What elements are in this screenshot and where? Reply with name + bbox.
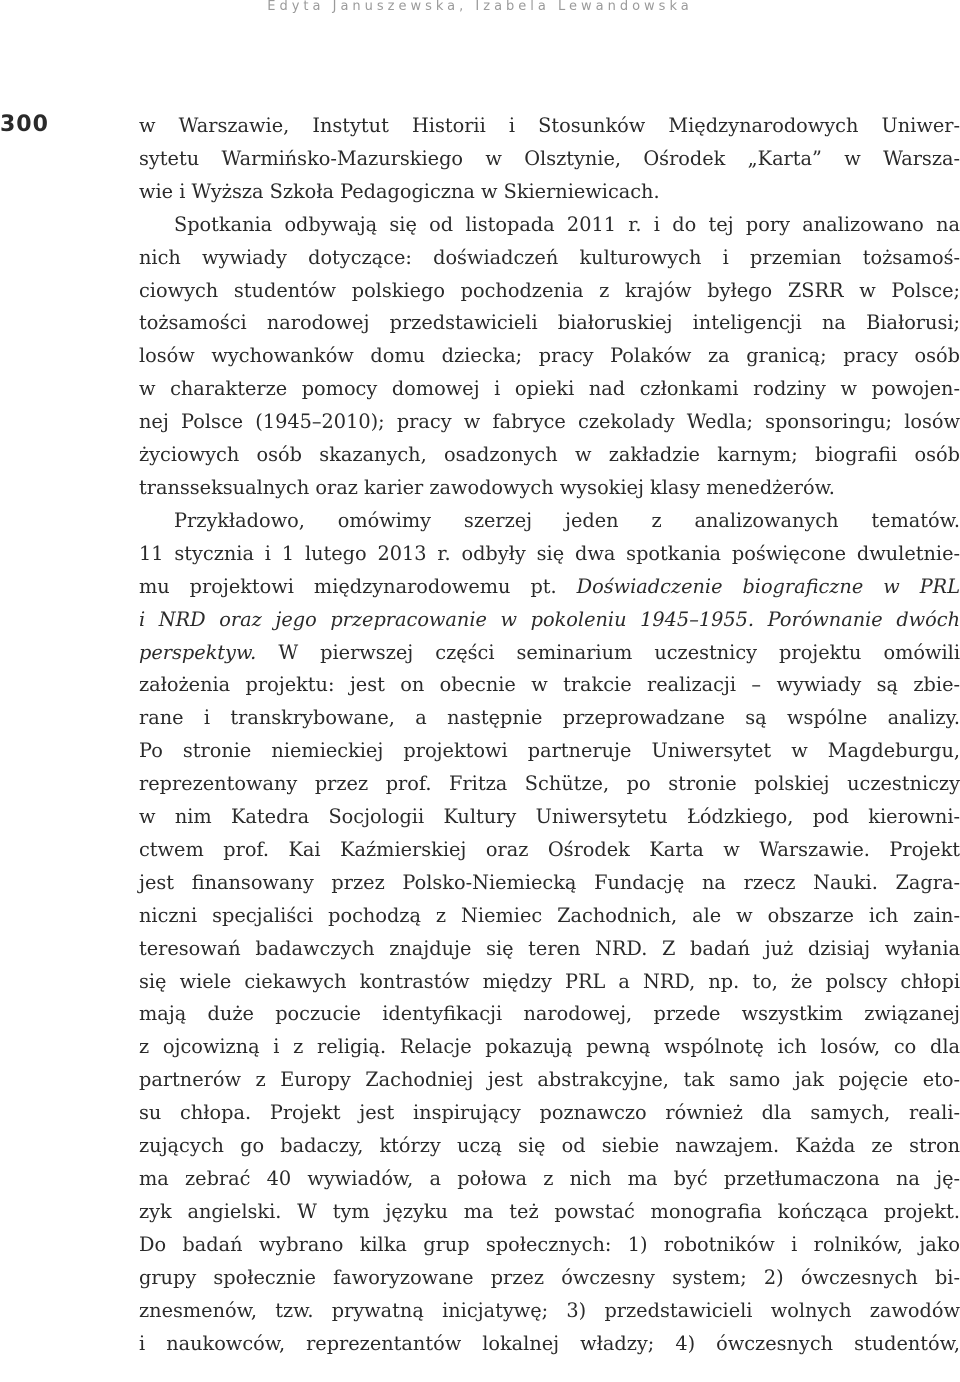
running-head: Edyta Januszewska, Izabela Lewandowska — [267, 0, 693, 14]
text-line — [139, 571, 960, 604]
paragraph — [139, 110, 960, 209]
page-number: 300 — [0, 112, 49, 137]
text-line: nej Polsce (1945–2010); pracy w fabryce czekolady Wedla; sponsoringu; losów — [139, 410, 960, 434]
text-line: transseksualnych oraz karier zawodowych wysokiej klasy menedżerów. — [139, 475, 835, 499]
text-line: Do badań wybrano kilka grup społecznych: 1) robotników i rolników, jako — [139, 1232, 960, 1256]
text-line: Przykładowo, omówimy szerzej jeden z analizowanych tematów. — [174, 508, 960, 532]
text-line: 11 stycznia i 1 lutego 2013 r. odbyły się dwa spotkania poświęcone dwuletnie- — [139, 541, 960, 565]
text-line: mają duże poczucie identyfikacji narodowej, przede wszystkim związanej — [139, 1002, 960, 1026]
text-line: i naukowców, reprezentantów lokalnej władzy; 4) ówczesnych studentów, — [139, 1331, 960, 1355]
text-line: losów wychowanków domu dziecka; pracy Polaków za granicą; pracy osób — [139, 344, 960, 368]
text-line: Po stronie niemieckiej projektowi partneruje Uniwersytet w Magdeburgu, — [139, 739, 960, 763]
text-line: założenia projektu: jest on obecnie w trakcie realizacji – wywiady są zbie- — [139, 673, 960, 697]
text-line: ma zebrać 40 wywiadów, a połowa z nich ma być przetłumaczona na ję- — [139, 1167, 960, 1190]
text-line: życiowych osób skazanych, osadzonych w zakładzie karnym; biografii osób — [139, 443, 960, 467]
text-line: się wiele ciekawych kontrastów między PRL a NRD, np. to, że polscy chłopi — [139, 969, 960, 993]
text-line: z ojcowizną i z religią. Relacje pokazują pewną wspólnotę ich losów, co dla — [139, 1035, 960, 1059]
text-line: partnerów z Europy Zachodniej jest abstrakcyjne, tak samo jak pojęcie eto- — [139, 1068, 960, 1092]
text-line: w Warszawie, Instytut Historii i Stosunków Międzynarodowych Uniwer- — [139, 114, 960, 137]
text-line: rane i transkrybowane, a następnie przeprowadzane są wspólne analizy. — [139, 706, 960, 730]
article-body — [139, 110, 960, 1360]
text-line: znesmenów, tzw. prywatną inicjatywę; 3) przedstawicieli wolnych zawodów — [139, 1298, 960, 1322]
text-line: ciowych studentów polskiego pochodzenia z krajów byłego ZSRR w Polsce; — [139, 278, 960, 302]
text-line — [139, 604, 960, 637]
italic-title-run: i NRD oraz jego przepracowanie w pokoleniu 1945–1955. Porównanie dwóch — [139, 607, 960, 631]
text-line: w charakterze pomocy domowej i opieki nad członkami rodziny w powojen- — [139, 377, 960, 401]
text-line: w nim Katedra Socjologii Kultury Uniwersytetu Łódzkiego, pod kierowni- — [139, 805, 960, 829]
text-line — [139, 637, 960, 670]
text-line: nich wywiady dotyczące: doświadczeń kulturowych i przemian tożsamoś- — [139, 245, 960, 269]
paragraph — [139, 209, 960, 505]
text-run: mu projektowi międzynarodowemu pt. — [139, 574, 577, 598]
text-line: tożsamości narodowej przedstawicieli białoruskiej inteligencji na Białorusi; — [139, 311, 960, 335]
text-line: Spotkania odbywają się od listopada 2011 r. i do tej pory analizowano na — [174, 212, 960, 236]
text-run: W pierwszej części seminarium uczestnicy projektu omówili — [256, 640, 960, 664]
text-line: reprezentowany przez prof. Fritza Schütze, po stronie polskiej uczestniczy — [139, 772, 960, 796]
paragraph — [139, 505, 960, 1361]
text-line: jest finansowany przez Polsko-Niemiecką Fundację na rzecz Nauki. Zagra- — [139, 870, 960, 894]
text-line: niczni specjaliści pochodzą z Niemiec Zachodnich, ale w obszarze ich zain- — [139, 903, 960, 927]
text-line: teresowań badawczych znajduje się teren NRD. Z badań już dzisiaj wyłania — [139, 936, 960, 960]
text-line: su chłopa. Projekt jest inspirujący poznawczo również dla samych, reali- — [139, 1101, 960, 1125]
text-line: zujących go badaczy, którzy uczą się od siebie nawzajem. Każda ze stron — [139, 1134, 960, 1158]
text-line: grupy społecznie faworyzowane przez ówczesny system; 2) ówczesnych bi- — [139, 1265, 960, 1289]
text-line: ctwem prof. Kai Kaźmierskiej oraz Ośrodek Karta w Warszawie. Projekt — [139, 837, 960, 861]
text-line: wie i Wyższa Szkoła Pedagogiczna w Skierniewicach. — [139, 179, 660, 203]
italic-title-run: perspektyw. — [139, 640, 257, 664]
text-line: zyk angielski. W tym języku ma też powstać monografia kończąca projekt. — [139, 1199, 960, 1223]
italic-title-run: Doświadczenie biograficzne w PRL — [576, 574, 960, 598]
text-line: sytetu Warmińsko-Mazurskiego w Olsztynie, Ośrodek „Karta” w Warsza- — [139, 146, 960, 170]
